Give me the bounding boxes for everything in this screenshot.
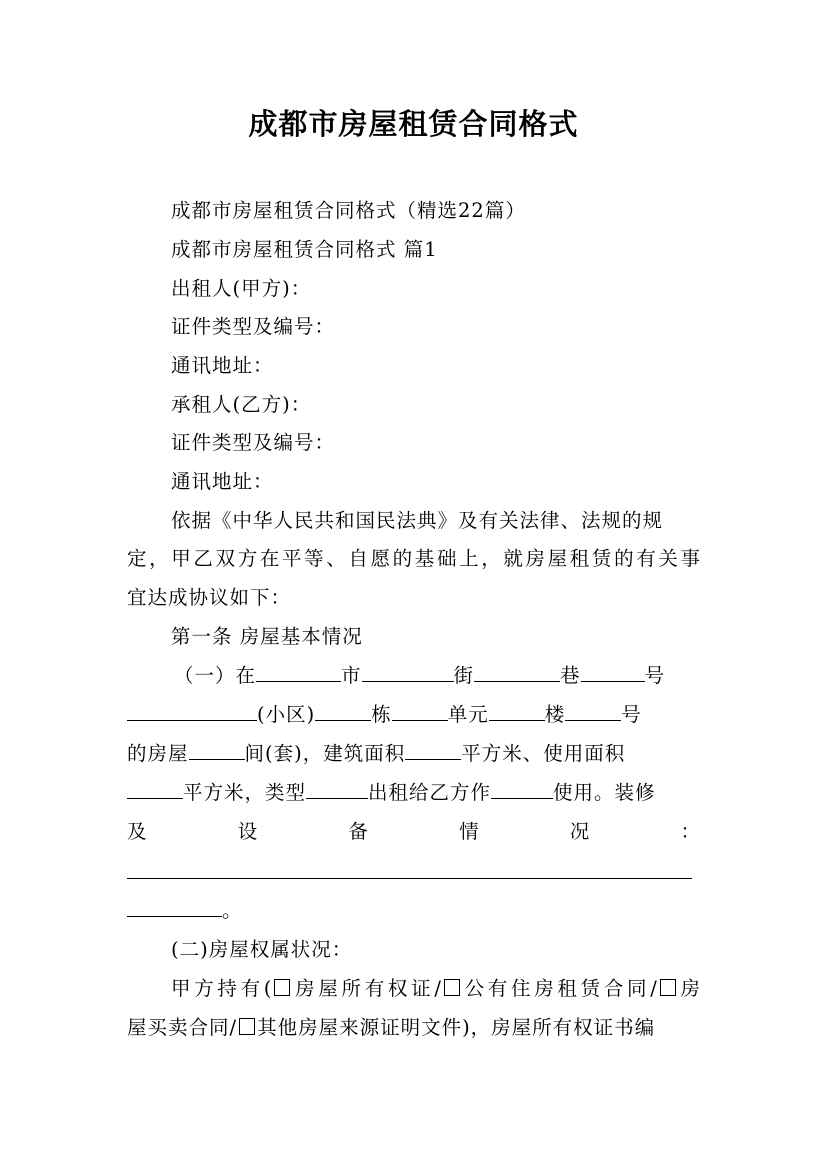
type-label: 平方米，类型 <box>183 781 307 804</box>
community-label: (小区) <box>257 703 316 726</box>
decoration-label: 使用。装修 <box>553 781 656 804</box>
lessee-id-label: 证件类型及编号： <box>171 431 336 454</box>
city-blank[interactable] <box>256 663 341 682</box>
unit-label: 单元 <box>447 703 489 726</box>
building-label: 栋 <box>371 703 392 726</box>
city-label: 市 <box>341 664 362 687</box>
usage-line <box>127 779 656 807</box>
usable-area-blank[interactable] <box>127 780 183 799</box>
rent-to-label: 出租给乙方作 <box>368 781 492 804</box>
address-prefix: （一）在 <box>174 664 257 687</box>
subtitle-line: 成都市房屋租赁合同格式（精选22篇） <box>171 199 526 222</box>
lessee-address-label: 通讯地址： <box>171 470 274 493</box>
equipment-line <box>127 818 701 846</box>
ownership-prefix: 甲方持有( <box>171 977 273 1000</box>
building-line <box>127 701 642 729</box>
spread-char: 情 <box>459 820 480 843</box>
address-line <box>174 662 665 690</box>
house-label: 的房屋 <box>127 742 189 765</box>
floor-blank[interactable] <box>489 702 545 721</box>
street-label: 街 <box>453 664 475 687</box>
option-public-housing: 公有住房租赁合同/ <box>461 977 658 1000</box>
lane-blank[interactable] <box>474 663 560 682</box>
spread-char: 况 <box>569 820 591 843</box>
building-blank[interactable] <box>315 702 371 721</box>
lessor-address-label: 通讯地址： <box>171 354 274 377</box>
end-mark: 。 <box>222 899 243 922</box>
checkbox-public-housing[interactable] <box>444 979 460 996</box>
floor-label: 楼 <box>544 703 566 726</box>
lessor-label: 出租人(甲方)： <box>171 277 312 300</box>
lessee-label: 承租人(乙方)： <box>171 393 312 416</box>
number-label: 号 <box>644 664 666 687</box>
number-blank[interactable] <box>581 663 645 682</box>
option-purchase-prefix: 房 <box>677 977 701 1000</box>
equipment-end-line <box>127 897 243 925</box>
ownership-line-2 <box>127 1014 701 1042</box>
building-area-blank[interactable] <box>405 741 461 760</box>
ownership-line-1 <box>127 975 701 1003</box>
spread-char: 备 <box>348 820 369 843</box>
option-purchase-contract: 屋买卖合同/ <box>127 1016 238 1039</box>
unit-blank[interactable] <box>392 702 448 721</box>
usage-blank[interactable] <box>491 780 553 799</box>
paragraph-line-3: 宜达成协议如下： <box>127 586 292 609</box>
checkbox-certificate[interactable] <box>274 979 290 996</box>
type-blank[interactable] <box>306 780 368 799</box>
community-blank[interactable] <box>127 702 257 721</box>
ownership-heading: (二)房屋权属状况： <box>171 938 353 961</box>
street-blank[interactable] <box>362 663 454 682</box>
equipment-blank-line[interactable] <box>127 878 692 879</box>
lane-label: 巷 <box>560 664 581 687</box>
building-area-label: 间(套)，建筑面积 <box>244 742 406 765</box>
option-other-proof: 其他房屋来源证明文件)，房屋所有权证书编 <box>257 1016 656 1039</box>
rooms-blank[interactable] <box>189 741 245 760</box>
room-number-blank[interactable] <box>565 702 621 721</box>
spread-char: 设 <box>237 820 259 843</box>
checkbox-other-proof[interactable] <box>239 1018 255 1035</box>
spread-char: 及 <box>127 820 148 843</box>
room-number-label: 号 <box>621 703 642 726</box>
option-certificate: 房屋所有权证/ <box>292 977 442 1000</box>
spread-char: ： <box>680 820 701 843</box>
equipment-blank-end[interactable] <box>127 898 222 917</box>
lessor-id-label: 证件类型及编号： <box>171 315 336 338</box>
section-heading: 成都市房屋租赁合同格式 篇1 <box>171 238 438 261</box>
article-1-heading: 第一条 房屋基本情况 <box>171 625 363 648</box>
paragraph-line-1: 依据《中华人民共和国民法典》及有关法律、法规的规 <box>171 509 664 532</box>
document-title: 成都市房屋租赁合同格式 <box>248 107 579 141</box>
usable-area-label: 平方米、使用面积 <box>461 742 626 765</box>
checkbox-purchase-contract[interactable] <box>660 979 676 996</box>
paragraph-line-2: 定，甲乙双方在平等、自愿的基础上，就房屋租赁的有关事 <box>127 547 701 570</box>
area-line <box>127 740 625 768</box>
